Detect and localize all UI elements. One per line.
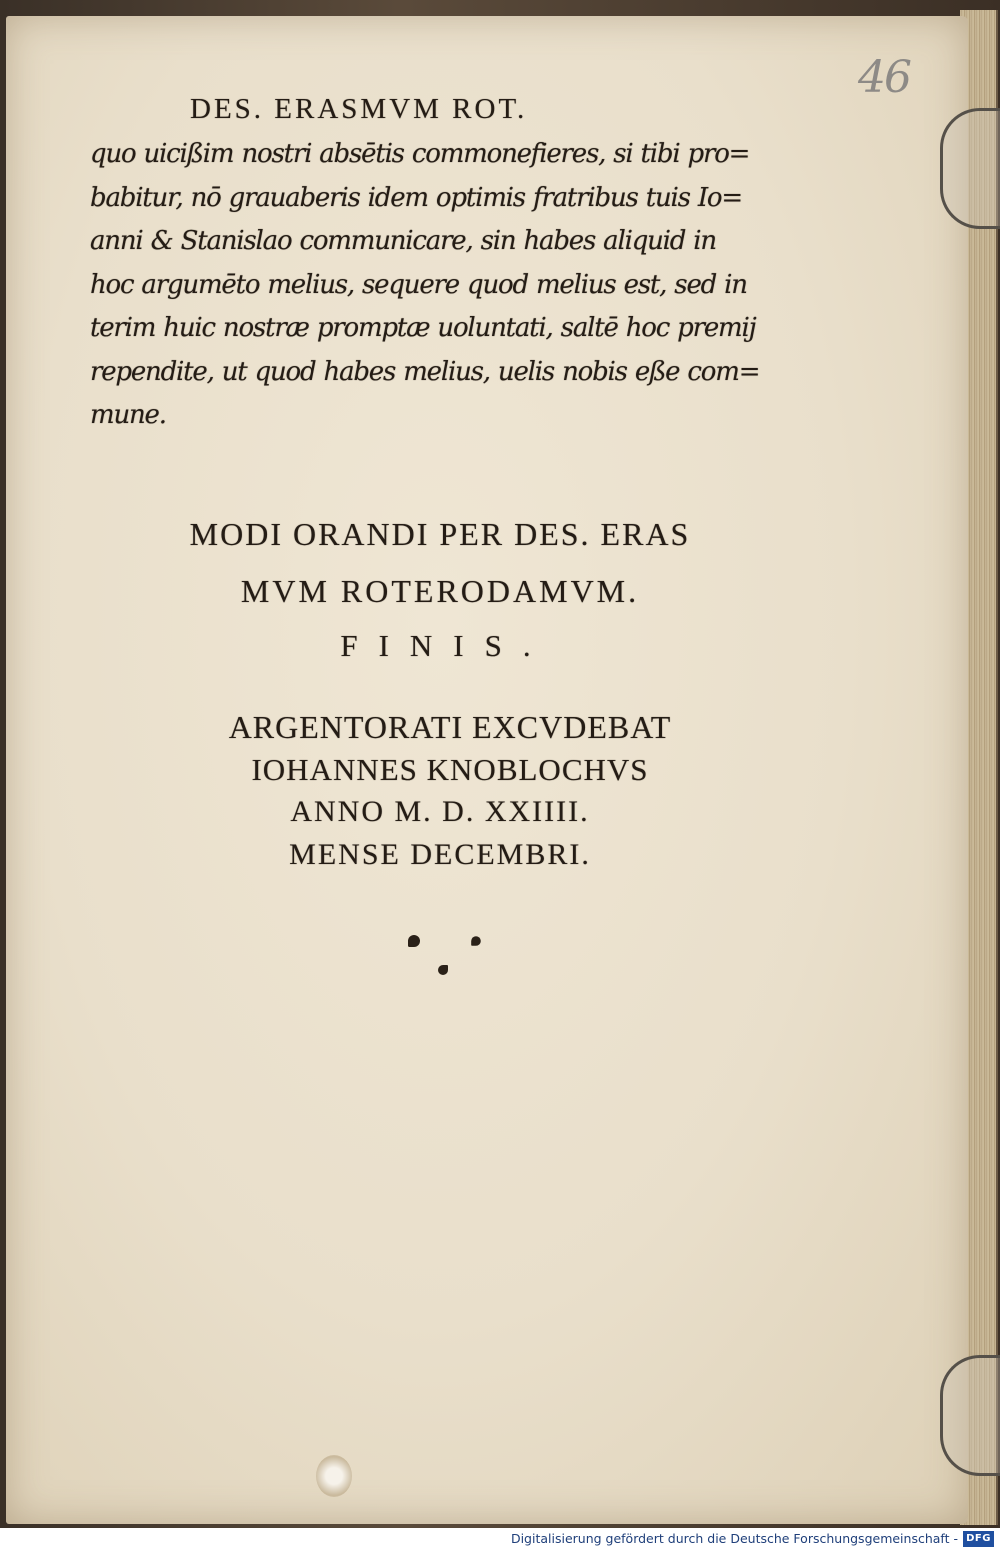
- body-line: terim huic nostræ promptæ uoluntati, saltē hoc premij: [90, 313, 756, 343]
- body-line: rependite, ut quod habes melius, uelis nobis eße com=: [90, 356, 760, 387]
- imprint-line: IOHANNES KNOBLOCHVS: [251, 752, 649, 787]
- page-clamp-bottom-icon: [940, 1355, 1000, 1476]
- imprint-line: MENSE DECEMBRI.: [289, 838, 591, 871]
- imprint-line: ARGENTORATI EXCVDEBAT: [228, 709, 672, 745]
- colophon-title-line: MODI ORANDI PER DES. ERAS: [189, 516, 691, 552]
- imprint-line: ANNO M. D. XXIIII.: [290, 795, 590, 828]
- body-line: anni & Stanislao communicare, sin habes aliquid in: [90, 226, 716, 256]
- colophon-title-line: MVM ROTERODAMVM.: [240, 573, 640, 609]
- body-text-block: [90, 133, 770, 438]
- footer-bar: [0, 1528, 1000, 1550]
- dfg-logo-icon: DFG: [963, 1531, 994, 1547]
- body-line: babitur, nō grauaberis idem optimis fratribus tuis Io=: [90, 182, 742, 213]
- body-line: quo uicißim nostri absētis commonefieres, si tibi pro=: [90, 139, 750, 169]
- fleuron-leaf: [471, 936, 481, 946]
- finis-line: FINIS.: [340, 628, 552, 663]
- body-line: hoc argumēto melius, sequere quod melius est, sed in: [90, 269, 747, 300]
- body-line: mune.: [90, 400, 166, 430]
- funding-credit: Digitalisierung gefördert durch die Deutsche Forschungsgemeinschaft -: [510, 1531, 958, 1546]
- pencil-folio-number: 46: [858, 52, 910, 103]
- paper-damage-spot: [316, 1455, 352, 1497]
- printer-fleuron-icon: [400, 925, 500, 985]
- page-clamp-top-icon: [940, 108, 1000, 229]
- fleuron-leaf: [408, 935, 420, 947]
- fleuron-leaf: [438, 965, 448, 975]
- running-head: DES. ERASMVM ROT.: [190, 93, 528, 125]
